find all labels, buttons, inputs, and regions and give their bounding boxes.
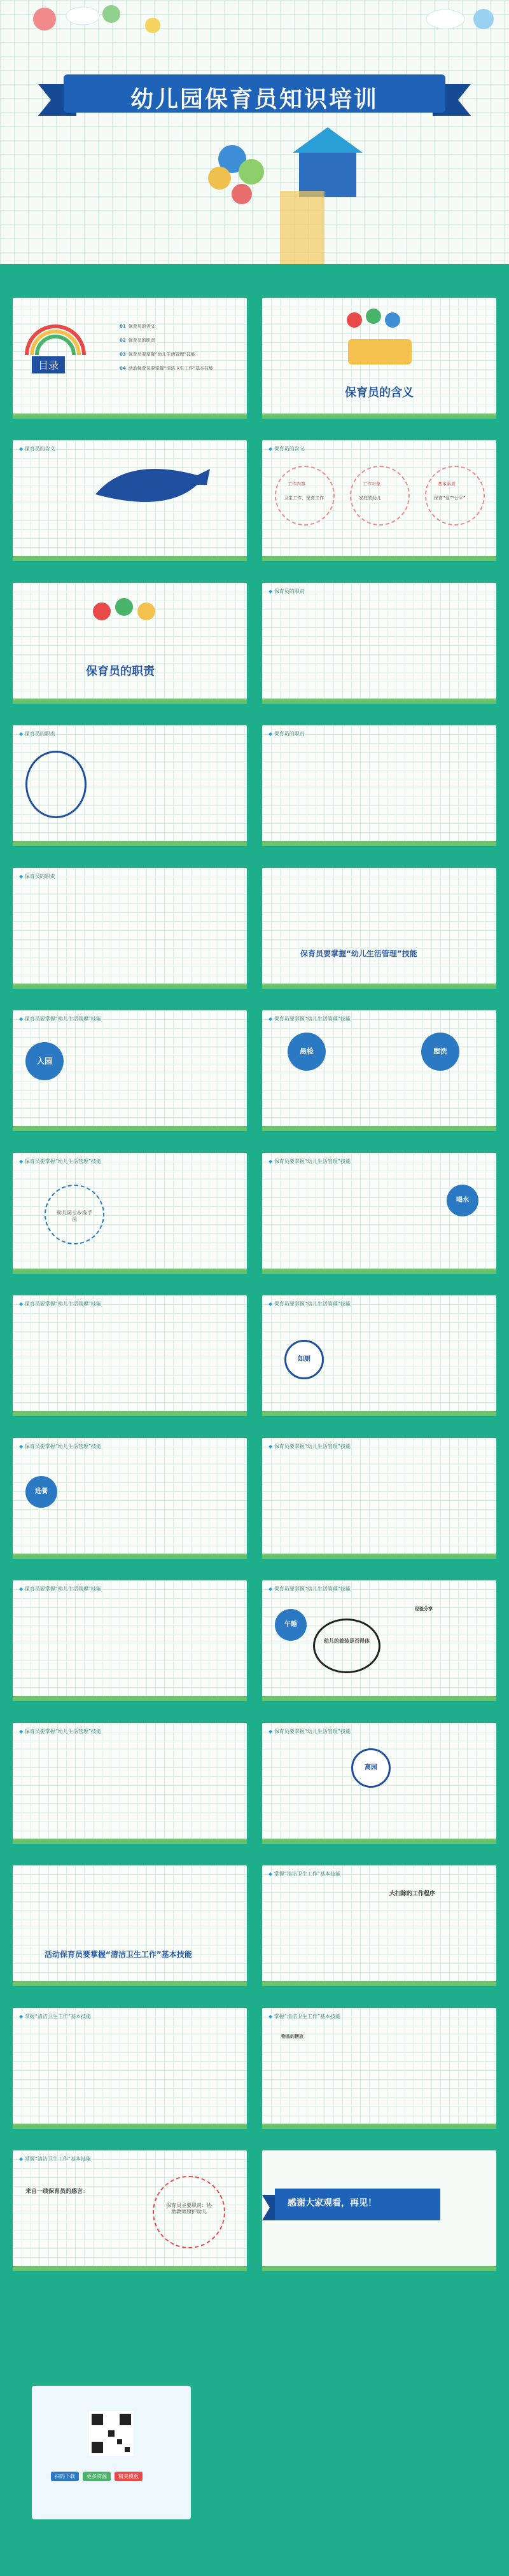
grass-divider	[262, 1411, 496, 1416]
slide-clean	[13, 2008, 247, 2129]
grass-divider	[13, 1411, 247, 1416]
label-ruyuan: 入园	[25, 1042, 64, 1080]
slide-header: ◆ 保育员要掌握“幼儿生活管理”技能	[268, 1015, 351, 1022]
meaning-card: 工作内容 卫生工作、保育工作	[275, 466, 335, 526]
meaning-card: 工作对象 家庭的幼儿	[350, 466, 410, 526]
slide-lixiao	[13, 1723, 247, 1844]
slide-header: ◆ 保育员要掌握“幼儿生活管理”技能	[268, 1300, 351, 1307]
slide-header: ◆ 保育员要掌握“幼儿生活管理”技能	[268, 1728, 351, 1735]
slide-section-2	[13, 583, 247, 704]
page-title: 幼儿园保育员知识培训	[130, 87, 379, 113]
qr-code-icon	[89, 2411, 134, 2456]
slide-feedback	[13, 2150, 247, 2271]
toc-item[interactable]: 04 活动保育员要掌握“清洁卫生工作”基本技能	[120, 366, 214, 371]
slide-header: ◆ 保育员的职责	[19, 873, 55, 880]
grass-divider	[13, 556, 247, 561]
slide-wushui-2	[262, 1580, 496, 1701]
grass-divider	[13, 699, 247, 704]
label-mianxue: 盥洗	[421, 1033, 459, 1071]
grass-divider	[262, 414, 496, 419]
grass-divider	[262, 2124, 496, 2129]
grass-divider	[13, 841, 247, 846]
slide-section-3	[262, 868, 496, 989]
grass-divider	[262, 841, 496, 846]
grass-divider	[262, 556, 496, 561]
toc-item[interactable]: 03 保育员要掌握“幼儿生活管理”技能	[120, 352, 196, 357]
teacher-avatar	[25, 751, 87, 818]
grass-divider	[13, 1554, 247, 1559]
section-title: 活动保育员要掌握“清洁卫生工作”基本技能	[45, 1950, 192, 1959]
section-title: 保育员的含义	[345, 386, 414, 400]
slide-header: ◆ 掌握“清洁卫生工作”基本技能	[19, 2013, 91, 2020]
footer-tag[interactable]: 更多资源	[83, 2472, 111, 2481]
meaning-card: 基本素质 保育“爱”“公平”	[425, 466, 485, 526]
grass-divider	[13, 1269, 247, 1274]
slide-header: ◆ 保育员要掌握“幼儿生活管理”技能	[268, 1443, 351, 1450]
share-label: 经验分享	[415, 1606, 433, 1612]
slide-lixiao-2	[262, 1723, 496, 1844]
label-chenjian: 晨检	[288, 1033, 326, 1071]
grass-divider	[262, 2266, 496, 2271]
slide-jincan	[13, 1438, 247, 1559]
wash-card: 幼儿园七步洗手法	[45, 1185, 104, 1244]
balloons-illustration	[0, 0, 509, 280]
slide-header: ◆ 保育员要掌握“幼儿生活管理”技能	[19, 1300, 101, 1307]
rainbow-icon	[20, 310, 90, 361]
slide-clean-2	[262, 2008, 496, 2129]
slide-daijiu	[262, 1865, 496, 1986]
placement-label: 物品的摆放	[281, 2034, 303, 2039]
footer-tag[interactable]: 扫码下载	[51, 2472, 79, 2481]
slide-xishou	[13, 1153, 247, 1274]
hero-banner	[0, 0, 509, 280]
footer-tag[interactable]: 精美模板	[115, 2472, 143, 2481]
balloons-icon	[76, 595, 178, 653]
label-heshui: 喝水	[447, 1185, 478, 1216]
slide-header: ◆ 保育员要掌握“幼儿生活管理”技能	[19, 1158, 101, 1165]
slide-ruce-2	[262, 1295, 496, 1416]
slide-header: ◆ 掌握“清洁卫生工作”基本技能	[268, 1870, 340, 1877]
attire-card: 幼儿的着装是否得体	[313, 1619, 380, 1673]
slide-header: ◆ 保育员要掌握“幼儿生活管理”技能	[19, 1728, 101, 1735]
slide-header: ◆ 保育员要掌握“幼儿生活管理”技能	[19, 1015, 101, 1022]
label-wushui: 午睡	[275, 1609, 307, 1641]
slide-header: ◆ 保育员的职责	[268, 730, 305, 737]
slide-duty	[262, 583, 496, 704]
slide-header: ◆ 保育员的含义	[19, 445, 55, 452]
grass-divider	[13, 984, 247, 989]
grass-divider	[13, 2266, 247, 2271]
toc-item[interactable]: 01 保育员的含义	[120, 324, 155, 329]
slide-duty-3	[262, 725, 496, 846]
label-jincan: 进餐	[25, 1476, 57, 1508]
slide-header: ◆ 保育员要掌握“幼儿生活管理”技能	[268, 1585, 351, 1592]
grass-divider	[262, 1981, 496, 1986]
slide-header: ◆ 掌握“清洁卫生工作”基本技能	[268, 2013, 340, 2020]
slide-chenjian	[262, 1010, 496, 1131]
slide-ending	[262, 2150, 496, 2271]
grass-divider	[13, 1126, 247, 1131]
slide-heshui	[262, 1153, 496, 1274]
slide-section-1	[262, 298, 496, 419]
toc-item[interactable]: 02 保育员的职责	[120, 338, 155, 343]
cleaning-title: 大扫除的工作程序	[389, 1891, 436, 1897]
label-lixiao: 离园	[351, 1748, 391, 1788]
toc-label: 目录	[32, 356, 65, 373]
slide-header: ◆ 保育员要掌握“幼儿生活管理”技能	[268, 1158, 351, 1165]
slide-header: ◆ 保育员的职责	[19, 730, 55, 737]
slide-toc	[13, 298, 247, 419]
ending-text: 感谢大家观看，再见！	[288, 2198, 377, 2208]
slide-ruyuan	[13, 1010, 247, 1131]
slide-jincan-2	[262, 1438, 496, 1559]
slide-wushui	[13, 1580, 247, 1701]
grass-divider	[262, 699, 496, 704]
slide-duty-4	[13, 868, 247, 989]
section-title: 保育员要掌握“幼儿生活管理”技能	[300, 949, 417, 958]
slide-header: ◆ 保育员要掌握“幼儿生活管理”技能	[19, 1585, 101, 1592]
grass-divider	[262, 1839, 496, 1844]
feedback-title: 来自一线保育员的感言：	[25, 2189, 89, 2195]
grass-divider	[13, 1696, 247, 1701]
slide-section-4	[13, 1865, 247, 1986]
grass-divider	[13, 1981, 247, 1986]
qr-card	[32, 2386, 191, 2519]
grass-divider	[13, 2124, 247, 2129]
grass-divider	[262, 984, 496, 989]
section-title: 保育员的职责	[86, 665, 155, 678]
slide-duty-2	[13, 725, 247, 846]
kids-illustration	[335, 307, 424, 371]
slide-header: ◆ 掌握“清洁卫生工作”基本技能	[19, 2155, 91, 2162]
label-ruce: 如厕	[284, 1340, 324, 1379]
slide-meaning-cards	[262, 440, 496, 561]
grass-divider	[262, 1269, 496, 1274]
grass-divider	[13, 1839, 247, 1844]
grass-divider	[13, 414, 247, 419]
slide-header: ◆ 保育员的职责	[268, 588, 305, 595]
whale-icon	[89, 456, 216, 513]
slide-meaning	[13, 440, 247, 561]
duty-card: 保育员主要职责：协助教师照护幼儿	[153, 2176, 225, 2248]
grass-divider	[262, 1126, 496, 1131]
slide-header: ◆ 保育员的含义	[268, 445, 305, 452]
grass-divider	[262, 1696, 496, 1701]
slide-header: ◆ 保育员要掌握“幼儿生活管理”技能	[19, 1443, 101, 1450]
slide-ruce	[13, 1295, 247, 1416]
grass-divider	[262, 1554, 496, 1559]
